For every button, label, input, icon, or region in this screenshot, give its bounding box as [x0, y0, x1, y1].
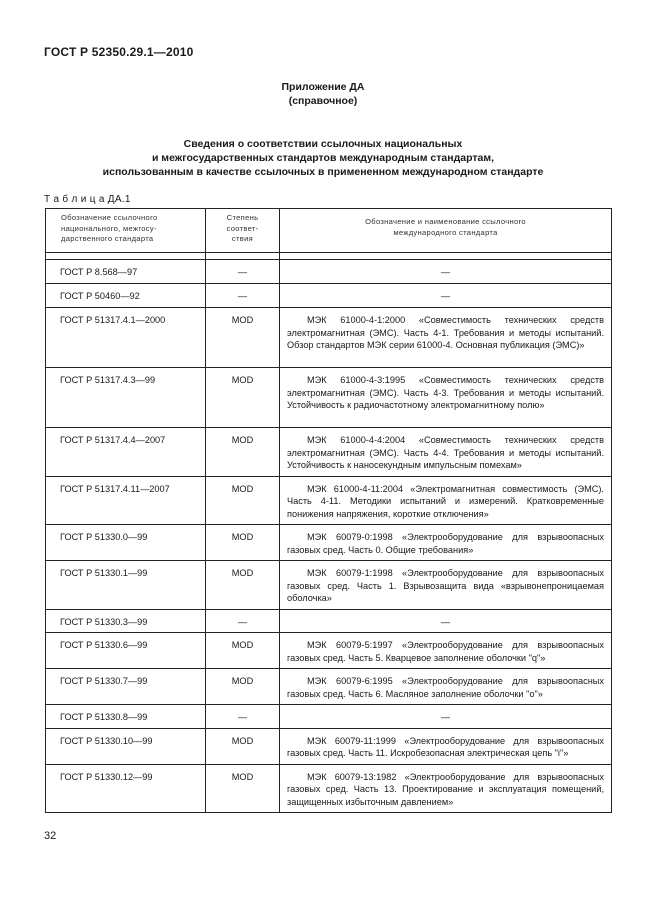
appendix-subtitle: (справочное) [288, 95, 358, 107]
international-standard-cell [280, 669, 612, 705]
header-line: Обозначение и наименование ссылочного [365, 217, 526, 226]
degree-cell: MOD [206, 476, 280, 525]
page-number: 32 [44, 830, 57, 842]
international-standard-cell [280, 561, 612, 610]
international-standard-cell [280, 525, 612, 561]
international-standard-text: — [440, 712, 451, 722]
degree-cell: — [206, 260, 280, 284]
degree-cell: — [206, 284, 280, 308]
international-standard-cell [280, 633, 612, 669]
international-standard-text: МЭК 60079-5:1997 «Электрооборудование для взрывоопасных газовых сред. Часть 5. Кварцевое заполнение оболочки "q"» [287, 640, 604, 663]
international-standard-text: МЭК 60079-13:1982 «Электрооборудование для взрывоопасных газовых сред. Часть 13. Проектирование и эксплуатация помещений, защищенных избыточным давлением» [287, 771, 604, 807]
table-row [46, 284, 612, 308]
table-row [46, 476, 612, 525]
table-row [46, 705, 612, 729]
table-row [46, 609, 612, 633]
table-row [46, 633, 612, 669]
header-degree [206, 209, 280, 253]
header-line: Обозначение ссылочного [61, 213, 158, 222]
table-row [46, 308, 612, 368]
title-line: использованным в качестве ссылочных в примененном международном стандарте [102, 166, 544, 178]
international-standard-text: МЭК 60079-1:1998 «Электрооборудование для взрывоопасных газовых сред. Часть 1. Взрывозащита вида «взрывонепроницаемая оболочка» [287, 568, 604, 603]
degree-cell: MOD [206, 728, 280, 764]
international-standard-cell [280, 428, 612, 477]
international-standard-text: — [440, 267, 451, 277]
appendix-title: Приложение ДА [281, 81, 365, 93]
table-body [46, 253, 612, 813]
degree-cell: MOD [206, 669, 280, 705]
international-standard-text: МЭК 61000-4-3:1995 «Совместимость технических средств электромагнитная (ЭМС). Часть 4-3. Требования и методы испытаний. Устойчивость к радиочастотному электромагнитному полю» [287, 375, 604, 410]
degree-cell: MOD [206, 368, 280, 428]
international-standard-text: МЭК 60079-6:1995 «Электрооборудование для взрывоопасных газовых сред. Часть 6. Масляное заполнение оболочки "о"» [287, 676, 604, 699]
degree-cell: MOD [206, 428, 280, 477]
table-row [46, 764, 612, 813]
international-standard-text: МЭК 60079-0:1998 «Электрооборудование для взрывоопасных газовых сред. Часть 0. Общие требования» [287, 532, 604, 555]
document-code: ГОСТ Р 52350.29.1—2010 [44, 45, 194, 59]
table-row [46, 525, 612, 561]
international-standard-cell [280, 764, 612, 813]
table-row [46, 260, 612, 284]
table-row [46, 728, 612, 764]
table-row [46, 669, 612, 705]
international-standard-cell [280, 368, 612, 428]
international-standard-text: МЭК 61000-4-11:2004 «Электромагнитная совместимость (ЭМС). Часть 4-11. Методики испытаний и измерений. Кратковременные понижения напряжения, короткие отключения» [287, 483, 604, 519]
header-line: Степень [226, 213, 259, 222]
international-standard-text: МЭК 60079-11:1999 «Электрооборудование для взрывоопасных газовых сред. Часть 11. Искробезопасная электрическая цепь "i"» [287, 735, 604, 758]
national-standard-cell: ГОСТ Р 51317.4.4—2007 [46, 428, 206, 477]
degree-cell: MOD [206, 764, 280, 813]
appendix-heading [0, 80, 646, 108]
international-standard-cell [280, 609, 612, 633]
title-line: и межгосударственных стандартов международным стандартам, [151, 152, 495, 164]
national-standard-cell: ГОСТ Р 51330.10—99 [46, 728, 206, 764]
degree-cell: MOD [206, 561, 280, 610]
national-standard-cell: ГОСТ Р 51330.3—99 [46, 609, 206, 633]
national-standard-cell: ГОСТ Р 51317.4.3—99 [46, 368, 206, 428]
correspondence-table [45, 208, 612, 813]
international-standard-cell [280, 705, 612, 729]
header-line: дарственного стандарта [61, 234, 154, 243]
international-standard-cell [280, 308, 612, 368]
national-standard-cell: ГОСТ Р 51317.4.1—2000 [46, 308, 206, 368]
header-line: международного стандарта [393, 227, 498, 237]
title-line: Сведения о соответствии ссылочных национальных [183, 138, 463, 150]
international-standard-text: — [440, 291, 451, 301]
international-standard-cell [280, 260, 612, 284]
degree-cell: — [206, 705, 280, 729]
international-standard-text: МЭК 61000-4-4:2004 «Совместимость технических средств электромагнитная (ЭМС). Часть 4-4. Требования и методы испытаний. Устойчивость к наносекундным импульсным помехам» [287, 435, 604, 470]
section-title [0, 137, 646, 179]
header-line: соответ- [226, 223, 259, 233]
international-standard-text: — [440, 616, 451, 627]
table-row [46, 368, 612, 428]
national-standard-cell: ГОСТ Р 50460—92 [46, 284, 206, 308]
international-standard-cell [280, 476, 612, 525]
national-standard-cell: ГОСТ Р 8.568—97 [46, 260, 206, 284]
national-standard-cell: ГОСТ Р 51330.6—99 [46, 633, 206, 669]
national-standard-cell: ГОСТ Р 51330.8—99 [46, 705, 206, 729]
table-row [46, 428, 612, 477]
national-standard-cell: ГОСТ Р 51330.12—99 [46, 764, 206, 813]
degree-cell: — [206, 609, 280, 633]
header-international-standard [280, 209, 612, 253]
national-standard-cell: ГОСТ Р 51330.7—99 [46, 669, 206, 705]
degree-cell: MOD [206, 525, 280, 561]
header-line: ствия [231, 234, 254, 243]
header-national-standard [46, 209, 206, 253]
header-gap [46, 253, 612, 260]
international-standard-cell [280, 284, 612, 308]
international-standard-cell [280, 728, 612, 764]
table-row [46, 561, 612, 610]
degree-cell: MOD [206, 308, 280, 368]
national-standard-cell: ГОСТ Р 51317.4.11—2007 [46, 476, 206, 525]
national-standard-cell: ГОСТ Р 51330.1—99 [46, 561, 206, 610]
international-standard-text: МЭК 61000-4-1:2000 «Совместимость технических средств электромагнитная (ЭМС). Часть 4-1. Требования и методы испытаний. Обзор стандартов МЭК серии 61000-4. Основная публикация (ЭМС)» [287, 315, 604, 350]
national-standard-cell: ГОСТ Р 51330.0—99 [46, 525, 206, 561]
table-label: Т а б л и ц а ДА.1 [44, 194, 131, 205]
degree-cell: MOD [206, 633, 280, 669]
header-line: национального, межгосу- [61, 223, 157, 233]
